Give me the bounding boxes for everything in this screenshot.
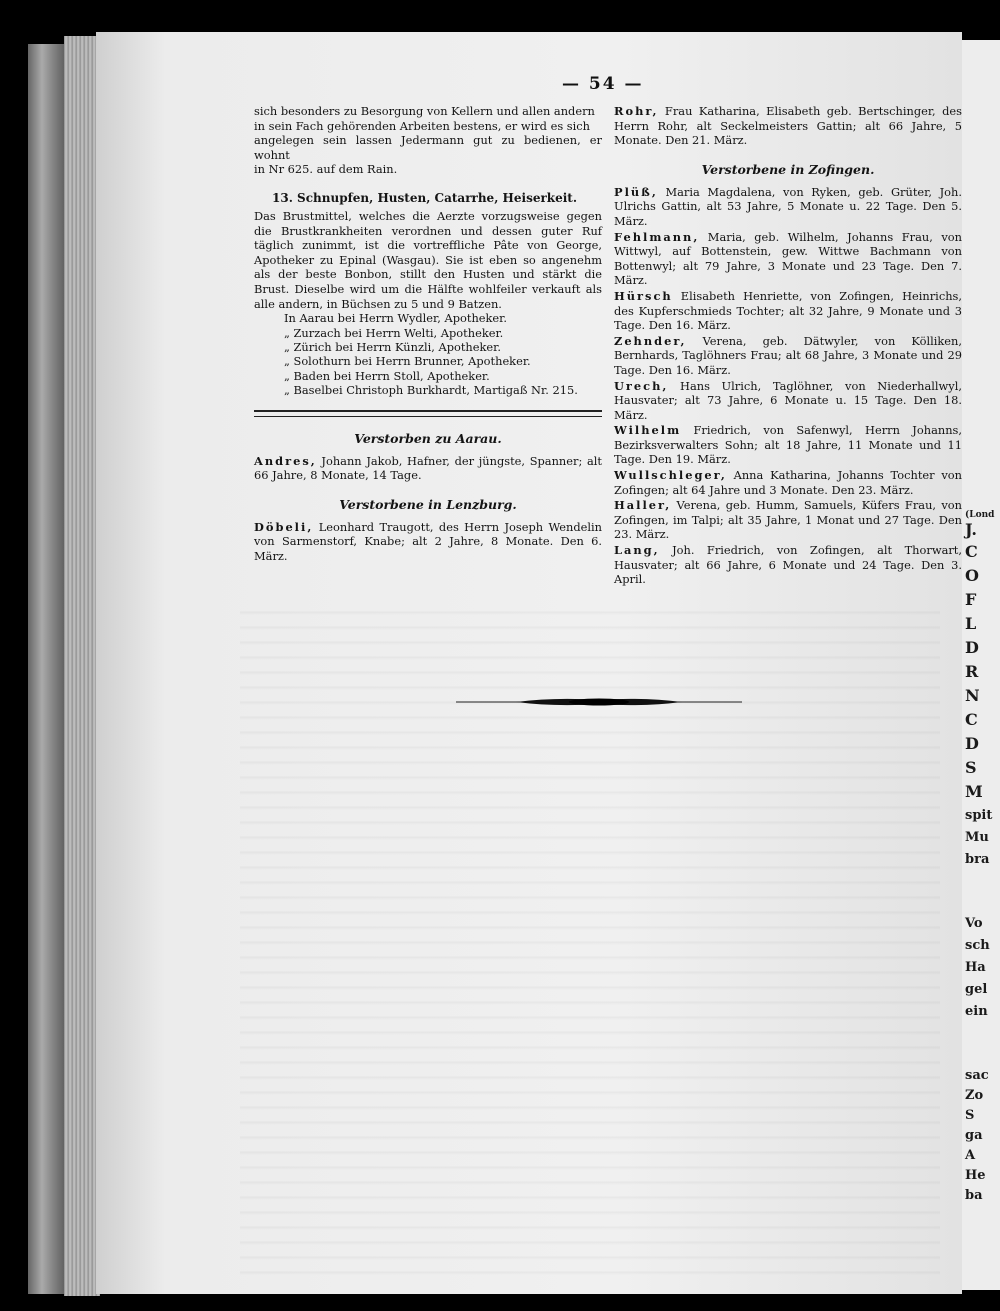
death-entry <box>614 379 962 423</box>
adjacent-fragment: J. <box>965 520 977 539</box>
death-entry <box>614 543 962 587</box>
adjacent-fragment: sac <box>965 1068 989 1083</box>
intro-paragraph <box>254 104 602 177</box>
entry-name: Wullschleger, <box>614 468 727 483</box>
adjacent-fragment: N <box>965 686 980 705</box>
entry-text: Verena, geb. Humm, Samuels, Küfers Frau, von Zofingen, im Talpi; alt 35 Jahre, 1 Monat und 27 Tage. Den 23. März. <box>614 498 962 542</box>
adjacent-fragment: Zo <box>965 1088 984 1103</box>
adjacent-fragment: A <box>965 1148 976 1163</box>
adjacent-page-edge <box>962 40 1000 1290</box>
entry-text: Hans Ulrich, Taglöhner, von Niederhallwyl, Hausvater; alt 73 Jahre, 6 Monate u. 15 Tage. Den 18. März. <box>614 378 962 422</box>
entry-name: Zehnder, <box>614 333 687 348</box>
adjacent-fragment: S <box>965 758 977 777</box>
entry-text: Maria, geb. Wilhelm, Johanns Frau, von Wittwyl, auf Bottenstein, gew. Wittwe Bachmann von Bottenwyl; alt 79 Jahre, 3 Monate und 23 Tage. Den 7. März. <box>614 229 962 288</box>
section-divider <box>254 410 602 417</box>
entry-name: Urech, <box>614 378 669 393</box>
adjacent-fragment: sch <box>965 938 990 953</box>
adjacent-fragment: spit <box>965 808 993 823</box>
adjacent-fragment: D <box>965 734 979 753</box>
entry-text: Verena, geb. Dätwyler, von Kölliken, Bernhards, Taglöhners Frau; alt 68 Jahre, 3 Monate und 29 Tage. Den 16. März. <box>614 333 962 377</box>
entry-name: Andres, <box>254 453 317 468</box>
entry-name: Rohr, <box>614 104 659 118</box>
death-entry <box>254 454 602 483</box>
agent-item: „ Baselbei Christoph Burkhardt, Martigaß Nr. 215. <box>284 383 578 398</box>
intro-line: in sein Fach gehörenden Arbeiten bestens, er wird es sich <box>254 118 590 133</box>
adjacent-fragment: (Lond <box>965 510 995 520</box>
entry-text: Maria Magdalena, von Ryken, geb. Grüter, Joh. Ulrichs Gattin, alt 53 Jahre, 5 Monate u. 22 Tage. Den 5. März. <box>614 184 962 228</box>
intro-line: sich besonders zu Besorgung von Kellern und allen andern <box>254 104 595 118</box>
agent-item: „ Zurzach bei Herrn Welti, Apotheker. <box>284 325 504 340</box>
adjacent-fragment: ein <box>965 1004 988 1019</box>
adjacent-fragment: ga <box>965 1128 983 1143</box>
page-number: — 54 — <box>562 74 644 94</box>
adjacent-fragment: Ha <box>965 960 986 975</box>
death-entry <box>614 289 962 333</box>
death-entry <box>254 520 602 564</box>
adjacent-fragment: F <box>965 590 977 609</box>
aarau-title: Verstorben zu Aarau. <box>354 430 502 446</box>
agent-item: „ Solothurn bei Herrn Brunner, Apotheker. <box>284 354 531 369</box>
entry-text: Joh. Friedrich, von Zofingen, alt Thorwart, Hausvater; alt 66 Jahre, 6 Monate und 24 Tage. Den 3. April. <box>614 543 962 587</box>
adjacent-fragment: M <box>965 782 983 801</box>
adjacent-fragment: ba <box>965 1188 983 1203</box>
adjacent-fragment: bra <box>965 852 990 867</box>
adjacent-fragment: S <box>965 1108 975 1123</box>
adjacent-fragment: C <box>965 710 978 729</box>
notice-13-body <box>254 209 602 311</box>
death-entry <box>614 498 962 542</box>
agent-item: „ Baden bei Herrn Stoll, Apotheker. <box>284 368 490 383</box>
right-column <box>614 104 962 588</box>
ornamental-rule <box>456 694 742 710</box>
adjacent-fragment: D <box>965 638 979 657</box>
entry-text: Johann Jakob, Hafner, der jüngste, Spanner; alt 66 Jahre, 8 Monate, 14 Tage. <box>254 453 602 483</box>
notice-13-text: Das Brustmittel, welches die Aerzte vorzugsweise gegen die Brustkrankheiten verordnen und dessen guter Ruf täglich zunimmt, ist die vortreffliche Pâte von George, Apotheker zu Epinal (Wasgau). Sie ist eben so angenehm als der beste Bonbon, stillt den Husten und stärkt die Brust. Dieselbe wird um die Hälfte wohlfeiler verkauft als alle andern, in Büchsen zu 5 und 9 Batzen. <box>254 208 602 311</box>
left-column <box>254 104 602 565</box>
zofingen-list <box>614 185 962 587</box>
adjacent-fragment: R <box>965 662 979 681</box>
entry-text: Friedrich, von Safenwyl, Herrn Johanns, Bezirksverwalters Sohn; alt 18 Jahre, 11 Monate und 11 Tage. Den 19. März. <box>614 423 962 467</box>
page-stack-edge <box>64 36 100 1296</box>
book-binding <box>28 44 68 1294</box>
adjacent-fragment: O <box>965 566 979 585</box>
entry-name: Hürsch <box>614 288 673 303</box>
agent-item: In Aarau bei Herrn Wydler, Apotheker. <box>284 311 507 326</box>
adjacent-fragment: Mu <box>965 830 989 845</box>
agent-item: „ Zürich bei Herrn Künzli, Apotheker. <box>284 339 501 354</box>
entry-text: Elisabeth Henriette, von Zofingen, Heinrichs, des Kupferschmieds Tochter; alt 32 Jahre, 9 Monate und 3 Tage. Den 16. März. <box>614 288 962 333</box>
entry-name: Haller, <box>614 498 672 513</box>
entry-text: Frau Katharina, Elisabeth geb. Bertschinger, des Herrn Rohr, alt Seckelmeisters Gattin; alt 66 Jahre, 5 Monate. Den 21. März. <box>614 104 962 148</box>
adjacent-fragment: Vo <box>965 916 983 931</box>
entry-name: Wilhelm <box>614 423 682 438</box>
adjacent-fragment: He <box>965 1168 986 1183</box>
adjacent-fragment: C <box>965 542 978 561</box>
death-entry <box>614 468 962 497</box>
entry-name: Lang, <box>614 543 660 558</box>
entry-name: Fehlmann, <box>614 229 700 244</box>
notice-13-heading: 13. Schnupfen, Husten, Catarrhe, Heiserkeit. <box>272 190 578 205</box>
adjacent-fragment: gel <box>965 982 988 997</box>
intro-line: angelegen sein lassen Jedermann gut zu bedienen, er wohnt <box>254 133 602 162</box>
agent-list <box>254 311 602 397</box>
lenzburg-title: Verstorbene in Lenzburg. <box>339 496 517 512</box>
death-entry <box>614 104 962 148</box>
entry-text: Anna Katharina, Johanns Tochter von Zofingen; alt 64 Jahre und 3 Monate. Den 23. März. <box>614 468 962 497</box>
zofingen-title: Verstorbene in Zofingen. <box>701 161 875 177</box>
death-entry <box>614 185 962 229</box>
death-entry <box>614 334 962 378</box>
entry-name: Plüß, <box>614 184 658 199</box>
death-entry <box>614 423 962 467</box>
adjacent-fragment: L <box>965 614 977 633</box>
intro-line: in Nr 625. auf dem Rain. <box>254 162 398 177</box>
entry-text: Leonhard Traugott, des Herrn Joseph Wendelin von Sarmenstorf, Knabe; alt 2 Jahre, 8 Monate. Den 6. März. <box>254 519 602 563</box>
entry-name: Döbeli, <box>254 519 314 534</box>
death-entry <box>614 230 962 288</box>
